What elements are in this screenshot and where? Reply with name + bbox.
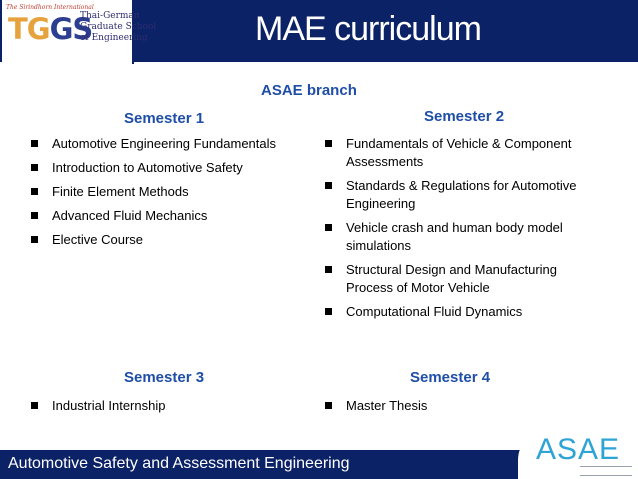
asae-logo-underline <box>580 466 632 476</box>
semester-4-title: Semester 4 <box>410 369 491 386</box>
branch-label: ASAE branch <box>261 82 357 99</box>
course-item: Automotive Engineering Fundamentals <box>26 135 316 153</box>
course-item: Introduction to Automotive Safety <box>26 159 316 177</box>
course-item: Fundamentals of Vehicle & Component Assessments <box>320 135 605 171</box>
course-item: Structural Design and Manufacturing Process of Motor Vehicle <box>320 261 605 297</box>
course-item: Standards & Regulations for Automotive Engineering <box>320 177 605 213</box>
semester-3-title: Semester 3 <box>124 369 205 386</box>
course-item: Elective Course <box>26 231 316 249</box>
logo-line: of Engineering <box>80 33 148 43</box>
footer-text: Automotive Safety and Assessment Engineering <box>8 455 350 472</box>
semester-3-course-list <box>26 397 316 421</box>
semester-4-course-list <box>320 397 605 421</box>
semester-2-course-list <box>320 135 605 327</box>
semester-2-title: Semester 2 <box>424 108 505 125</box>
course-item: Advanced Fluid Mechanics <box>26 207 316 225</box>
logo-line: Graduate School <box>80 22 157 32</box>
semester-1-course-list <box>26 135 316 255</box>
tggs-logo <box>2 0 157 64</box>
course-item: Computational Fluid Dynamics <box>320 303 605 321</box>
course-item: Industrial Internship <box>26 397 316 415</box>
semester-1-title: Semester 1 <box>124 110 205 127</box>
logo-small-text: The Sirindhorn International <box>6 4 94 11</box>
asae-logo: ASAE <box>536 433 621 466</box>
page-title: MAE curriculum <box>255 10 481 48</box>
logo-line: Thai-German <box>80 11 140 21</box>
logo-school-name <box>80 11 156 44</box>
course-item: Finite Element Methods <box>26 183 316 201</box>
course-item: Vehicle crash and human body model simulations <box>320 219 605 255</box>
logo-mark-text: TGGS <box>8 12 93 46</box>
course-item: Master Thesis <box>320 397 605 415</box>
